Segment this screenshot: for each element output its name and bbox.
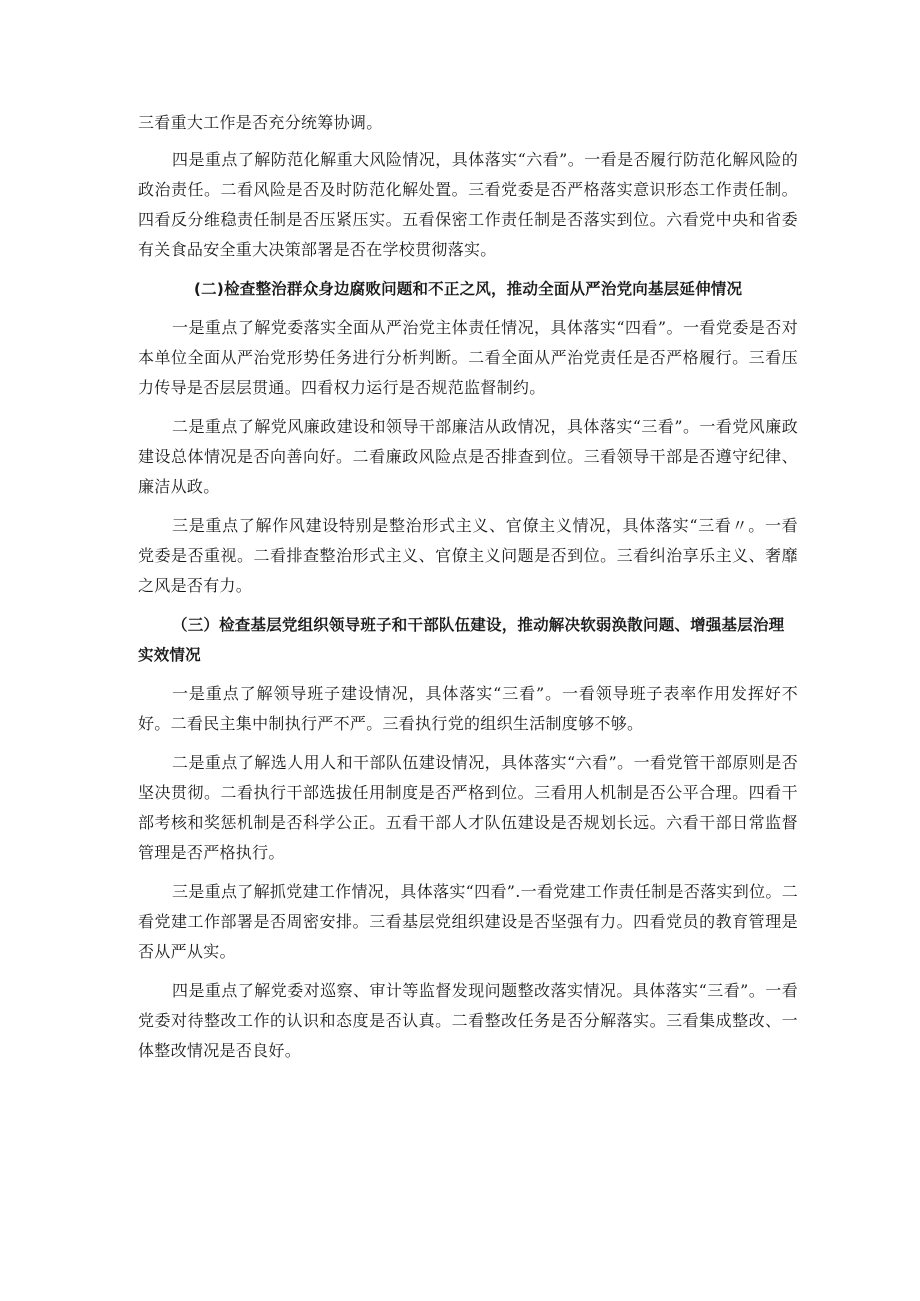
paragraph-rectification: 四是重点了解党委对巡察、审计等监督发现问题整改落实情况。具体落实“三看”。一看党委对待整改工作的认识和态度是否认真。二看整改任务是否分解落实。三看集成整改、一体整改情况是否良好。 xyxy=(138,981,798,1060)
paragraph-party-responsibility: 一是重点了解党委落实全面从严治党主体责任情况，具体落实“四看”。一看党委是否对本单位全面从严治党形势任务进行分析判断。二看全面从严治党责任是否严格履行。三看压力传导是否层层贯通。四看权力运行是否规范监督制约。 xyxy=(138,318,798,397)
paragraph-continuation: 三看重大工作是否充分统筹协调。 xyxy=(138,113,383,132)
paragraph-work-style: 三是重点了解作风建设特别是整治形式主义、官僚主义情况，具体落实“三看〃。一看党委是否重视。二看排查整治形式主义、官僚主义问题是否到位。三看纠治享乐主义、奢靡之风是否有力。 xyxy=(138,516,798,595)
paragraph-cadre-selection: 二是重点了解选人用人和干部队伍建设情况，具体落实“六看”。一看党管干部原则是否坚决贯彻。二看执行干部选拔任用制度是否严格到位。三看用人机制是否公平合理。四看干部考核和奖惩机制是否科学公正。五看干部人才队伍建设是否规划长远。六看干部日常监督管理是否严格执行。 xyxy=(138,753,798,862)
section-heading-2: (二)检查整治群众身边腐败问题和不正之风，推动全面从严治党向基层延伸情况 xyxy=(193,280,743,298)
document-page xyxy=(138,108,798,1075)
section-heading-3: （三）检查基层党组织领导班子和干部队伍建设，推动解决软弱涣散问题、增强基层治理实效情况 xyxy=(138,616,785,664)
paragraph-risk-prevention: 四是重点了解防范化解重大风险情况，具体落实“六看”。一看是否履行防范化解风险的政治责任。二看风险是否及时防范化解处置。三看党委是否严格落实意识形态工作责任制。四看反分维稳责任制是否压紧压实。五看保密工作责任制是否落实到位。六看党中央和省委有关食品安全重大决策部署是否在学校贯彻落实。 xyxy=(138,150,798,259)
paragraph-leadership-team: 一是重点了解领导班子建设情况，具体落实“三看”。一看领导班子表率作用发挥好不好。二看民主集中制执行严不严。三看执行党的组织生活制度够不够。 xyxy=(138,684,798,733)
paragraph-clean-governance: 二是重点了解党风廉政建设和领导干部廉洁从政情况，具体落实“三看”。一看党风廉政建设总体情况是否向善向好。二看廉政风险点是否排查到位。三看领导干部是否遵守纪律、廉洁从政。 xyxy=(138,417,798,496)
paragraph-party-building: 三是重点了解抓党建工作情况，具体落实“四看”.一看党建工作责任制是否落实到位。二看党建工作部署是否周密安排。三看基层党组织建设是否坚强有力。四看党员的教育管理是否从严从实。 xyxy=(138,882,798,961)
